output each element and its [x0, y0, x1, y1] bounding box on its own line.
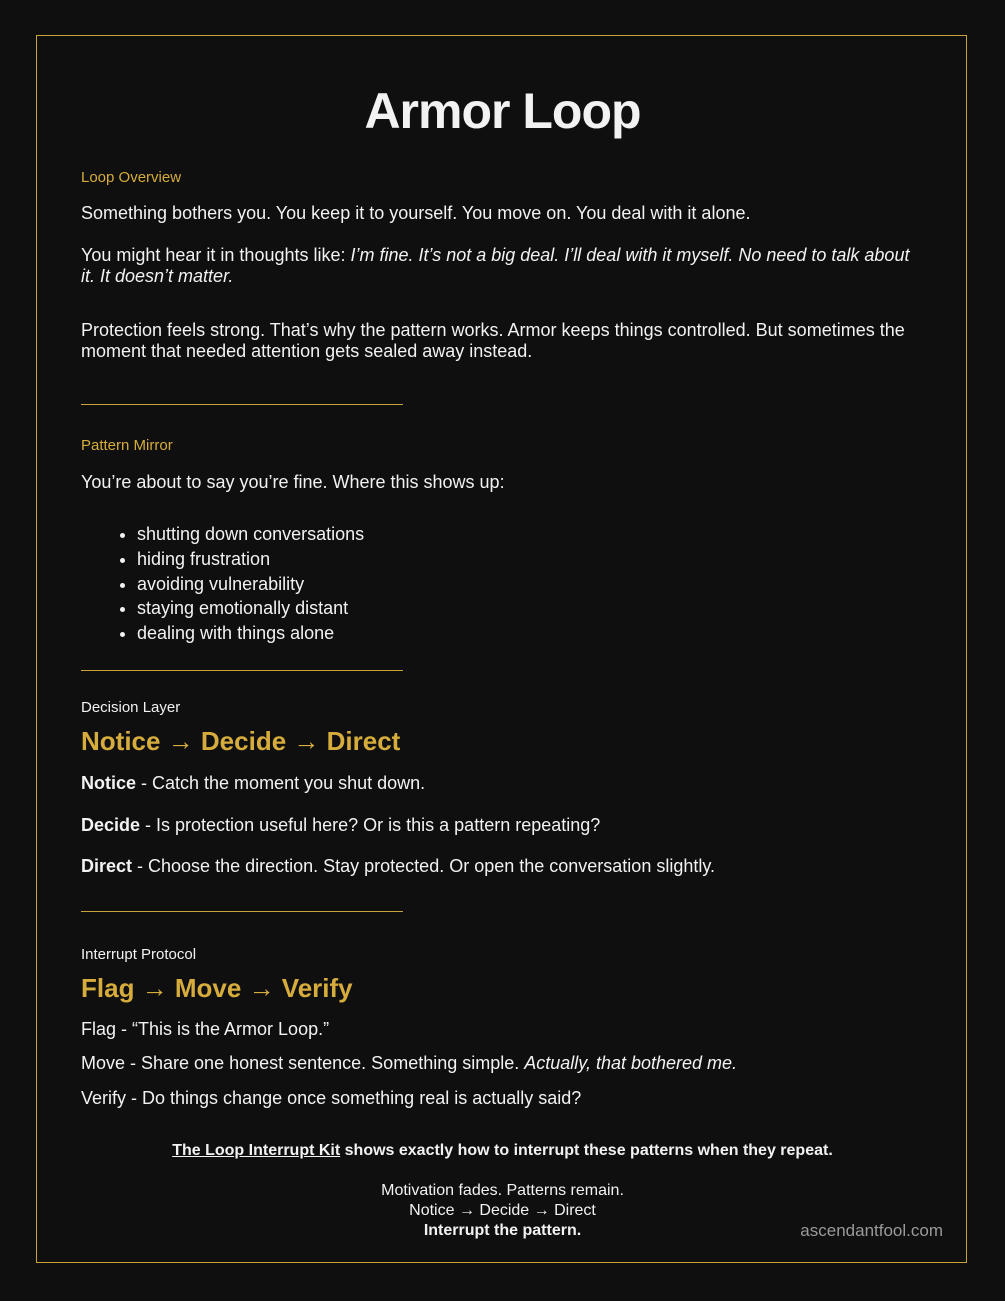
overview-paragraph-3: Protection feels strong. That’s why the pattern works. Armor keeps things controlled. But sometimes the moment that needed attention gets sealed away instead.: [81, 320, 905, 361]
kit-note: [0, 1142, 1005, 1160]
interrupt-move-quote: Actually, that bothered me.: [524, 1053, 738, 1073]
section-divider: [81, 911, 403, 912]
section-divider: [81, 670, 403, 671]
list-item: • dealing with things alone: [137, 621, 364, 646]
page-title: Armor Loop: [364, 83, 641, 139]
decision-term: Decide: [81, 815, 141, 835]
section-divider: [81, 404, 403, 405]
section-label-decision: Decision Layer: [81, 699, 181, 716]
mirror-list: [81, 522, 364, 646]
decision-term: Notice: [81, 773, 137, 793]
site-url[interactable]: ascendantfool.com: [800, 1221, 943, 1240]
section-label-overview: Loop Overview: [81, 169, 182, 186]
decision-row-direct: [81, 856, 715, 877]
kit-note-text: shows exactly how to interrupt these patterns when they repeat.: [340, 1142, 833, 1159]
interrupt-verify: Verify - Do things change once something real is actually said?: [81, 1088, 582, 1108]
decision-text: - Catch the moment you shut down.: [136, 773, 426, 793]
decision-row-decide: [81, 815, 600, 836]
list-item: • hiding frustration: [137, 547, 364, 572]
decision-row-notice: [81, 773, 425, 794]
overview-p2-quote: I’m fine. It’s not a big deal. I’ll deal with it myself. No need to talk about it. It doesn’t matter.: [81, 245, 910, 286]
interrupt-move-lead: Move - Share one honest sentence. Something simple.: [81, 1053, 525, 1073]
list-item: • staying emotionally distant: [137, 596, 364, 621]
interrupt-move: [81, 1053, 737, 1074]
footer-line-3: Interrupt the pattern.: [423, 1222, 582, 1239]
list-item: • avoiding vulnerability: [137, 572, 364, 597]
overview-paragraph-1: Something bothers you. You keep it to yourself. You move on. You deal with it alone.: [81, 203, 751, 223]
decision-heading: Notice → Decide → Direct: [81, 726, 401, 756]
footer-line-2: Notice → Decide → Direct: [409, 1202, 596, 1219]
decision-text: - Is protection useful here? Or is this a pattern repeating?: [140, 815, 601, 835]
footer-line-1: Motivation fades. Patterns remain.: [381, 1182, 624, 1199]
interrupt-heading: Flag → Move → Verify: [81, 973, 353, 1003]
decision-text: - Choose the direction. Stay protected. Or open the conversation slightly.: [132, 856, 716, 876]
section-label-interrupt: Interrupt Protocol: [81, 946, 197, 963]
interrupt-flag: Flag - “This is the Armor Loop.”: [81, 1019, 330, 1039]
kit-link[interactable]: The Loop Interrupt Kit: [172, 1142, 341, 1159]
mirror-intro: You’re about to say you’re fine. Where this shows up:: [81, 472, 505, 492]
overview-p2-lead: You might hear it in thoughts like:: [81, 245, 351, 265]
section-label-mirror: Pattern Mirror: [81, 437, 173, 454]
list-item: • shutting down conversations: [137, 522, 364, 547]
overview-paragraph-2: [81, 245, 921, 287]
decision-term: Direct: [81, 856, 133, 876]
